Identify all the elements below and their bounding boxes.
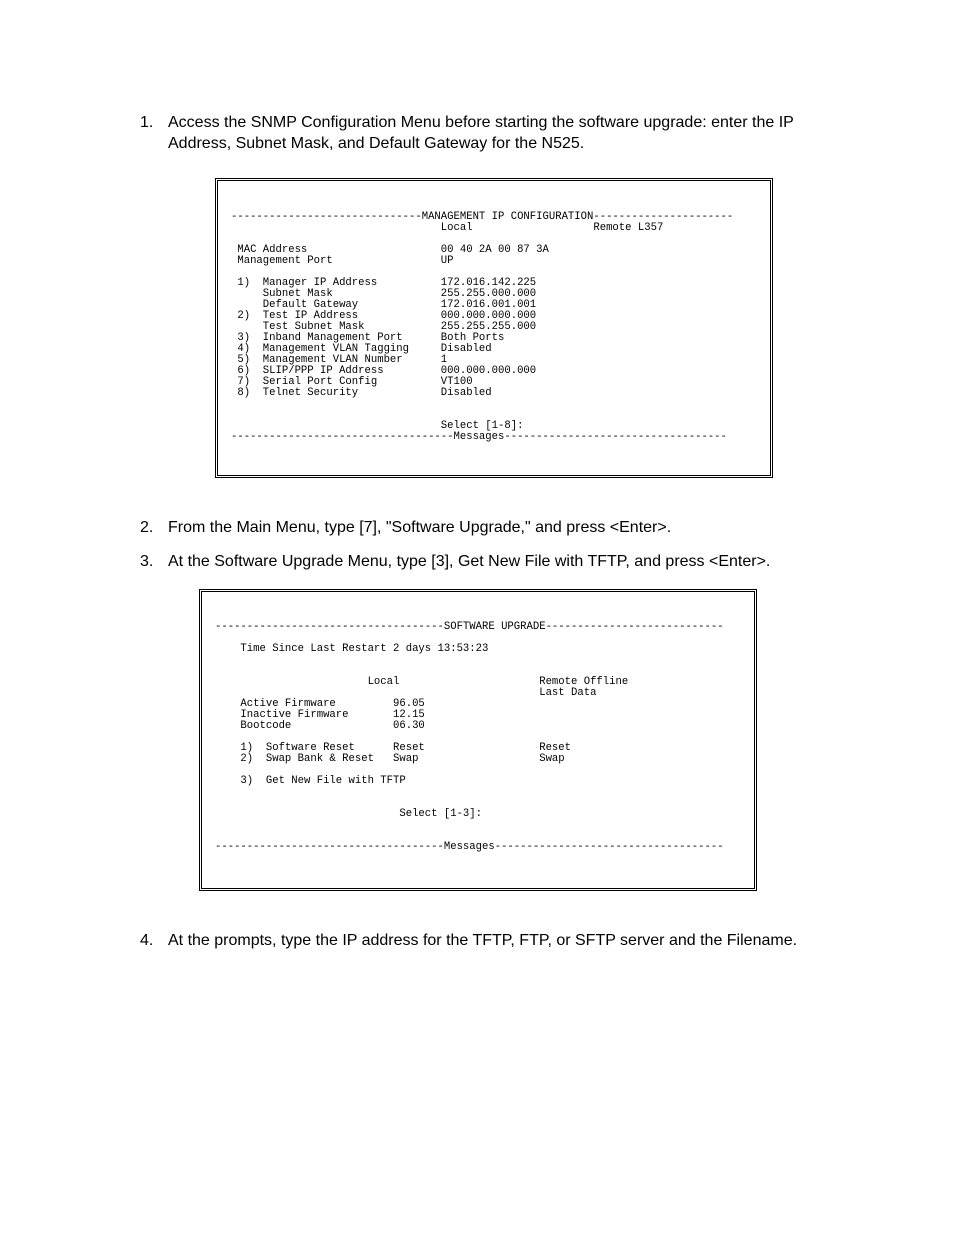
terminal-line: MAC Address 00 40 2A 00 87 3A (231, 244, 549, 256)
terminal-line: ------------------------------MANAGEMENT IP CONFIGURATION---------------------- (231, 211, 734, 223)
step-text: At the Software Upgrade Menu, type [3], Get New File with TFTP, and press <Enter>. (168, 553, 771, 570)
terminal-text (215, 622, 724, 853)
step-text: Access the SNMP Configuration Menu before starting the software upgrade: enter the IP Address, Subnet Mask, and Default Gateway for the N525. (168, 114, 794, 152)
step-4 (140, 930, 840, 972)
terminal-line: 5) Management VLAN Number 1 (231, 354, 448, 366)
terminal-line: 8) Telnet Security Disabled (231, 387, 492, 399)
terminal-line: Select [1-3]: (215, 808, 483, 820)
terminal-line: 3) Inband Management Port Both Ports (231, 332, 505, 344)
step-text: From the Main Menu, type [7], "Software Upgrade," and press <Enter>. (168, 519, 672, 536)
terminal-line: Subnet Mask 255.255.000.000 (231, 288, 537, 300)
terminal-line: 4) Management VLAN Tagging Disabled (231, 343, 492, 355)
terminal-line: Local Remote L357 (231, 222, 664, 234)
terminal-line: 2) Swap Bank & Reset Swap Swap (215, 753, 565, 765)
terminal-line: -----------------------------------Messages----------------------------------- (231, 431, 727, 443)
software-upgrade-screen (199, 589, 757, 891)
terminal-line: 2) Test IP Address 000.000.000.000 (231, 310, 537, 322)
terminal-line: Last Data (215, 687, 597, 699)
terminal-text (231, 212, 733, 443)
terminal-line: Time Since Last Restart 2 days 13:53:23 (215, 643, 489, 655)
terminal-line: Local Remote Offline (215, 676, 629, 688)
management-ip-configuration-screen (215, 178, 773, 478)
step-number: 4. (140, 932, 154, 949)
terminal-line: ------------------------------------Messages------------------------------------ (215, 841, 724, 853)
step-3 (140, 551, 840, 572)
terminal-line: Active Firmware 96.05 (215, 698, 425, 710)
terminal-line: 1) Manager IP Address 172.016.142.225 (231, 277, 537, 289)
terminal-line: Default Gateway 172.016.001.001 (231, 299, 537, 311)
terminal-line: 6) SLIP/PPP IP Address 000.000.000.000 (231, 365, 537, 377)
step-text: At the prompts, type the IP address for the TFTP, FTP, or SFTP server and the Filename. (168, 932, 798, 949)
terminal-line: 3) Get New File with TFTP (215, 775, 406, 787)
terminal-line: Select [1-8]: (231, 420, 524, 432)
step-number: 2. (140, 519, 154, 536)
terminal-line: Test Subnet Mask 255.255.255.000 (231, 321, 537, 333)
step-number: 3. (140, 553, 154, 570)
step-2 (140, 517, 840, 538)
terminal-line: Inactive Firmware 12.15 (215, 709, 425, 721)
terminal-line: ------------------------------------SOFTWARE UPGRADE---------------------------- (215, 621, 724, 633)
terminal-line: 1) Software Reset Reset Reset (215, 742, 572, 754)
terminal-line: Bootcode 06.30 (215, 720, 425, 732)
step-1 (140, 112, 840, 154)
terminal-line: 7) Serial Port Config VT100 (231, 376, 473, 388)
terminal-line: Management Port UP (231, 255, 454, 267)
step-number: 1. (140, 114, 154, 131)
